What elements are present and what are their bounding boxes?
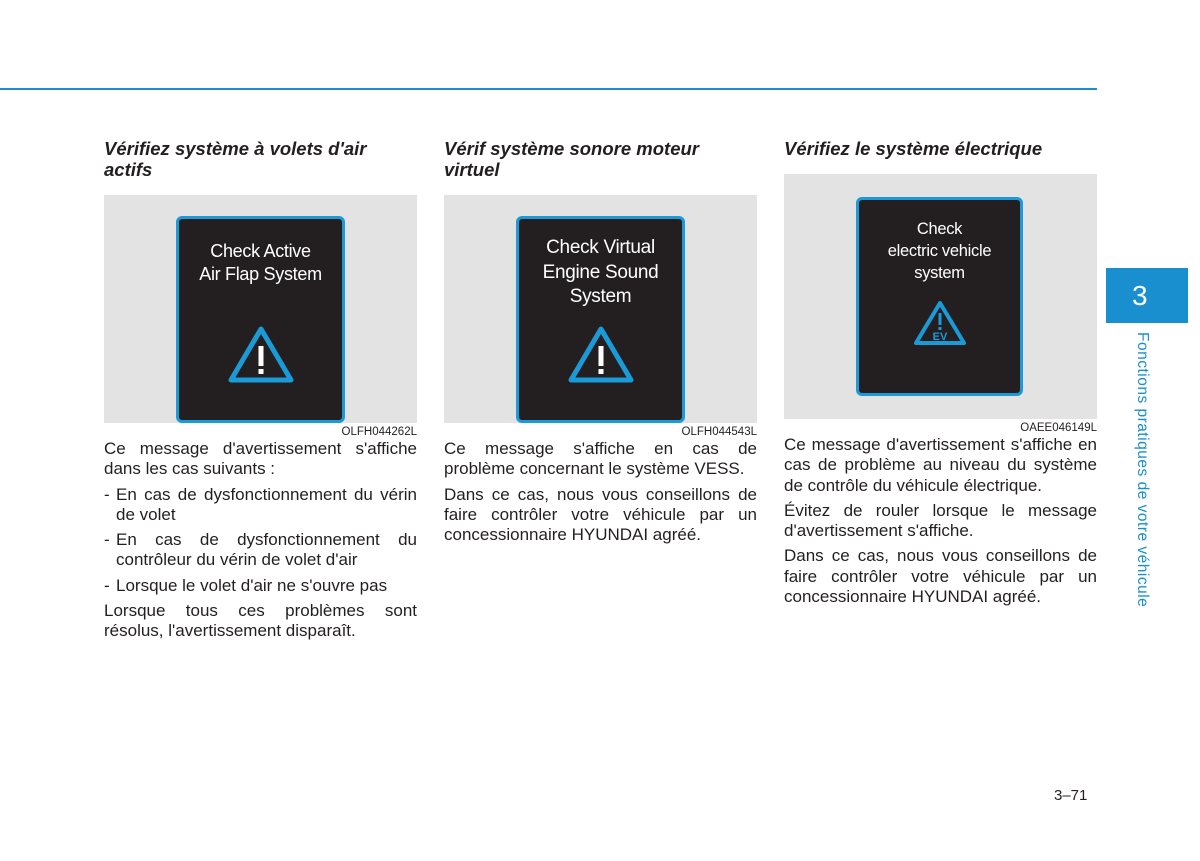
display-line: Engine Sound [542,261,659,283]
display-message [859,218,1020,284]
display-line: Air Flap System [199,264,322,284]
section-body [444,439,757,545]
paragraph: Lorsque tous ces problèmes sont résolus, l'avertissement disparaît. [104,601,417,641]
section-body [104,439,417,642]
display-line: Check Virtual [546,237,655,258]
list-item-text: Lorsque le volet d'air ne s'ouvre pas [116,575,388,595]
section-electric-system [784,138,1097,612]
ev-warning-icon [913,299,967,347]
paragraph: Évitez de rouler lorsque le message d'avertissement s'affiche. [784,500,1097,541]
warning-figure [104,195,417,423]
header-rule [0,88,1097,90]
figure-code: OLFH044262L [341,426,417,438]
display-line: Check [916,220,963,238]
warning-figure [444,195,757,423]
list-item [104,576,417,596]
list-item [104,485,417,526]
bullet-marker: - [104,575,110,595]
chapter-title: Fonctions pratiques de votre véhicule [1134,332,1151,608]
display-line: System [569,286,632,307]
warning-triangle-icon [227,324,295,384]
figure-code: OLFH044543L [681,426,757,438]
section-heading: Vérifiez système à volets d'air actifs [104,138,367,180]
display-line: electric vehicle [887,242,992,260]
bullet-marker: - [104,530,110,550]
paragraph: Dans ce cas, nous vous conseillons de faire contrôler votre véhicule par un concessionnaire HYUNDAI agréé. [784,546,1097,607]
section-active-air-flap [104,138,417,647]
paragraph: Ce message s'affiche en cas de problème concernant le système VESS. [444,439,757,479]
section-virtual-engine-sound [444,138,757,550]
warning-figure [784,174,1097,419]
page-number: 3–71 [1054,787,1088,804]
cluster-display [176,216,345,423]
display-line: Check Active [210,241,311,261]
cluster-display [856,197,1023,396]
bullet-list [104,485,417,596]
list-item [104,530,417,571]
paragraph: Ce message d'avertissement s'affiche dans les cas suivants : [104,439,417,479]
bullet-marker: - [104,484,110,504]
section-heading: Vérifiez le système électrique [784,138,1043,159]
figure-code: OAEE046149L [1020,422,1097,434]
section-heading: Vérif système sonore moteur virtuel [444,138,699,180]
list-item-text: En cas de dysfonctionnement du vérin de volet [116,484,417,524]
paragraph: Dans ce cas, nous vous conseillons de faire contrôler votre véhicule par un concessionnaire HYUNDAI agréé. [444,484,757,545]
cluster-display [516,216,685,423]
section-body [784,435,1097,607]
warning-triangle-icon [567,324,635,384]
display-message [179,240,342,286]
list-item-text: En cas de dysfonctionnement du contrôleur du vérin de volet d'air [116,530,417,570]
display-message [519,236,682,310]
chapter-tab: 3 [1106,268,1188,323]
ev-label: EV [932,331,947,343]
display-line: system [914,264,965,282]
paragraph: Ce message d'avertissement s'affiche en cas de problème au niveau du système de contrôle du véhicule électrique. [784,435,1097,495]
